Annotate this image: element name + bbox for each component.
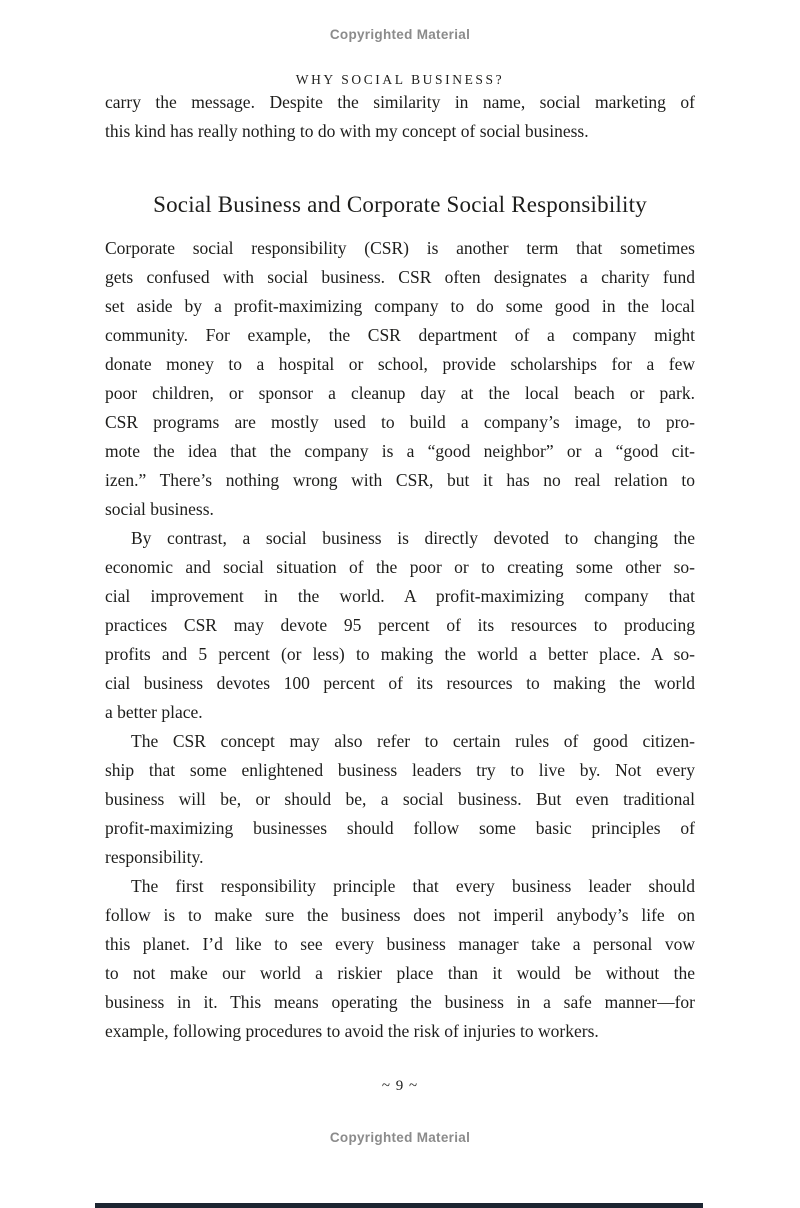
running-head: WHY SOCIAL BUSINESS? (295, 72, 505, 87)
section-heading: Social Business and Corporate Social Responsibility (153, 192, 647, 217)
page-number: ~ 9 ~ (381, 1078, 419, 1094)
text-line: cial improvement in the world. A profit-maximizing company that (105, 586, 695, 606)
text-line: social business. (105, 499, 214, 519)
text-column (105, 88, 695, 1046)
text-line: this kind has really nothing to do with my concept of social business. (105, 121, 589, 141)
text-line: CSR programs are mostly used to build a company’s image, to pro- (105, 412, 695, 432)
text-line: this planet. I’d like to see every business manager take a personal vow (105, 934, 695, 954)
text-line: gets confused with social business. CSR often designates a charity fund (105, 267, 695, 287)
text-line: set aside by a profit-maximizing company to do some good in the local (105, 296, 695, 316)
text-line: a better place. (105, 702, 203, 722)
text-line: carry the message. Despite the similarity in name, social marketing of (105, 92, 695, 112)
text-line: By contrast, a social business is directly devoted to changing the (131, 528, 695, 548)
body-paragraph (105, 524, 695, 727)
text-line: donate money to a hospital or school, provide scholarships for a few (105, 354, 695, 374)
text-line: follow is to make sure the business does not imperil anybody’s life on (105, 905, 695, 925)
text-line: community. For example, the CSR department of a company might (105, 325, 695, 345)
text-line: ship that some enlightened business leaders try to live by. Not every (105, 760, 695, 780)
text-line: responsibility. (105, 847, 204, 867)
copyright-notice-top: Copyrighted Material (329, 27, 471, 42)
body-paragraph (105, 872, 695, 1046)
text-line: to not make our world a riskier place than it would be without the (105, 963, 695, 983)
text-line: cial business devotes 100 percent of its resources to making the world (105, 673, 695, 693)
text-line: poor children, or sponsor a cleanup day at the local beach or park. (105, 383, 695, 403)
text-line: practices CSR may devote 95 percent of its resources to producing (105, 615, 695, 635)
section-paragraphs (105, 234, 695, 1046)
text-line: The first responsibility principle that every business leader should (131, 876, 695, 896)
text-line: profits and 5 percent (or less) to making the world a better place. A so- (105, 644, 695, 664)
text-line: economic and social situation of the poor or to creating some other so- (105, 557, 695, 577)
text-line: example, following procedures to avoid the risk of injuries to workers. (105, 1021, 599, 1041)
text-line: izen.” There’s nothing wrong with CSR, but it has no real relation to (105, 470, 695, 490)
text-line: profit-maximizing businesses should follow some basic principles of (105, 818, 695, 838)
text-line: business will be, or should be, a social business. But even traditional (105, 789, 695, 809)
text-line: business in it. This means operating the business in a safe manner—for (105, 992, 695, 1012)
bottom-edge-bar (95, 1203, 703, 1208)
text-line: mote the idea that the company is a “good neighbor” or a “good cit- (105, 441, 695, 461)
intro-paragraph (105, 88, 695, 146)
copyright-notice-bottom: Copyrighted Material (329, 1130, 471, 1145)
body-paragraph (105, 234, 695, 524)
text-line: The CSR concept may also refer to certain rules of good citizen- (131, 731, 695, 751)
body-paragraph (105, 727, 695, 872)
text-line: Corporate social responsibility (CSR) is another term that sometimes (105, 238, 695, 258)
